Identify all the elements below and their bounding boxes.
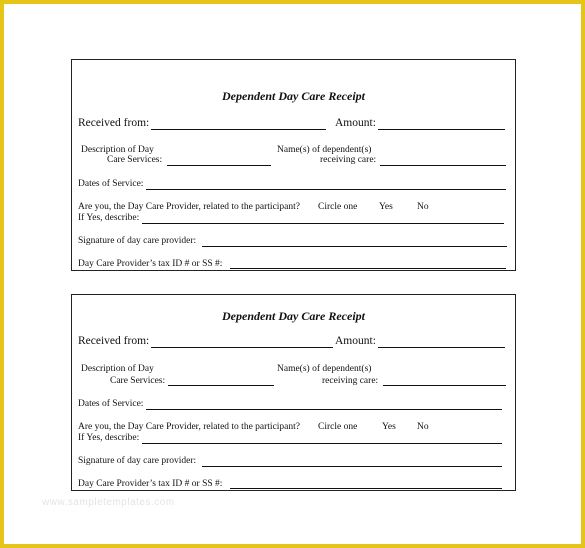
receipt-title: Dependent Day Care Receipt <box>222 89 365 103</box>
receipt-form-1 <box>71 59 516 271</box>
tax-id-label: Day Care Provider’s tax ID # or SS #: <box>78 259 223 269</box>
amount-field[interactable] <box>378 129 505 130</box>
related-question: Are you, the Day Care Provider, related to the participant? <box>78 202 300 212</box>
tax-id-field[interactable] <box>230 488 502 489</box>
signature-field[interactable] <box>202 246 507 247</box>
received-from-field[interactable] <box>151 129 326 130</box>
amount-label: Amount: <box>335 335 376 347</box>
signature-label: Signature of day care provider: <box>78 456 197 466</box>
dependents-label-line1: Name(s) of dependent(s) <box>277 364 372 374</box>
tax-id-field[interactable] <box>230 268 506 269</box>
description-field[interactable] <box>167 165 271 166</box>
no-option[interactable]: No <box>417 202 429 212</box>
dependents-label-line2: receiving care: <box>322 376 379 386</box>
dates-of-service-field[interactable] <box>146 189 506 190</box>
received-from-label: Received from: <box>78 335 150 347</box>
if-yes-label: If Yes, describe: <box>78 213 140 223</box>
dates-of-service-field[interactable] <box>146 409 502 410</box>
watermark: www.sampletemplates.com <box>42 497 175 508</box>
dependents-field[interactable] <box>380 165 506 166</box>
description-label-line1: Description of Day <box>81 364 154 374</box>
description-label-line2: Care Services: <box>107 155 163 165</box>
if-yes-label: If Yes, describe: <box>78 433 140 443</box>
dependents-field[interactable] <box>383 385 506 386</box>
if-yes-field[interactable] <box>142 443 502 444</box>
description-label-line1: Description of Day <box>81 145 154 155</box>
signature-field[interactable] <box>202 466 502 467</box>
receipt-title: Dependent Day Care Receipt <box>222 309 365 323</box>
if-yes-field[interactable] <box>142 223 504 224</box>
description-field[interactable] <box>168 385 274 386</box>
description-label-line2: Care Services: <box>110 376 166 386</box>
dependents-label-line2: receiving care: <box>320 155 377 165</box>
received-from-field[interactable] <box>151 347 333 348</box>
received-from-label: Received from: <box>78 117 150 129</box>
related-question: Are you, the Day Care Provider, related to the participant? <box>78 422 300 432</box>
tax-id-label: Day Care Provider’s tax ID # or SS #: <box>78 479 223 489</box>
dates-of-service-label: Dates of Service: <box>78 179 144 189</box>
dependents-label-line1: Name(s) of dependent(s) <box>277 145 372 155</box>
dates-of-service-label: Dates of Service: <box>78 399 144 409</box>
receipt-form-2 <box>71 294 516 491</box>
amount-field[interactable] <box>378 347 505 348</box>
amount-label: Amount: <box>335 117 376 129</box>
circle-one-label: Circle one <box>318 422 358 432</box>
circle-one-label: Circle one <box>318 202 358 212</box>
yes-option[interactable]: Yes <box>382 422 396 432</box>
signature-label: Signature of day care provider: <box>78 236 197 246</box>
no-option[interactable]: No <box>417 422 429 432</box>
yes-option[interactable]: Yes <box>379 202 393 212</box>
